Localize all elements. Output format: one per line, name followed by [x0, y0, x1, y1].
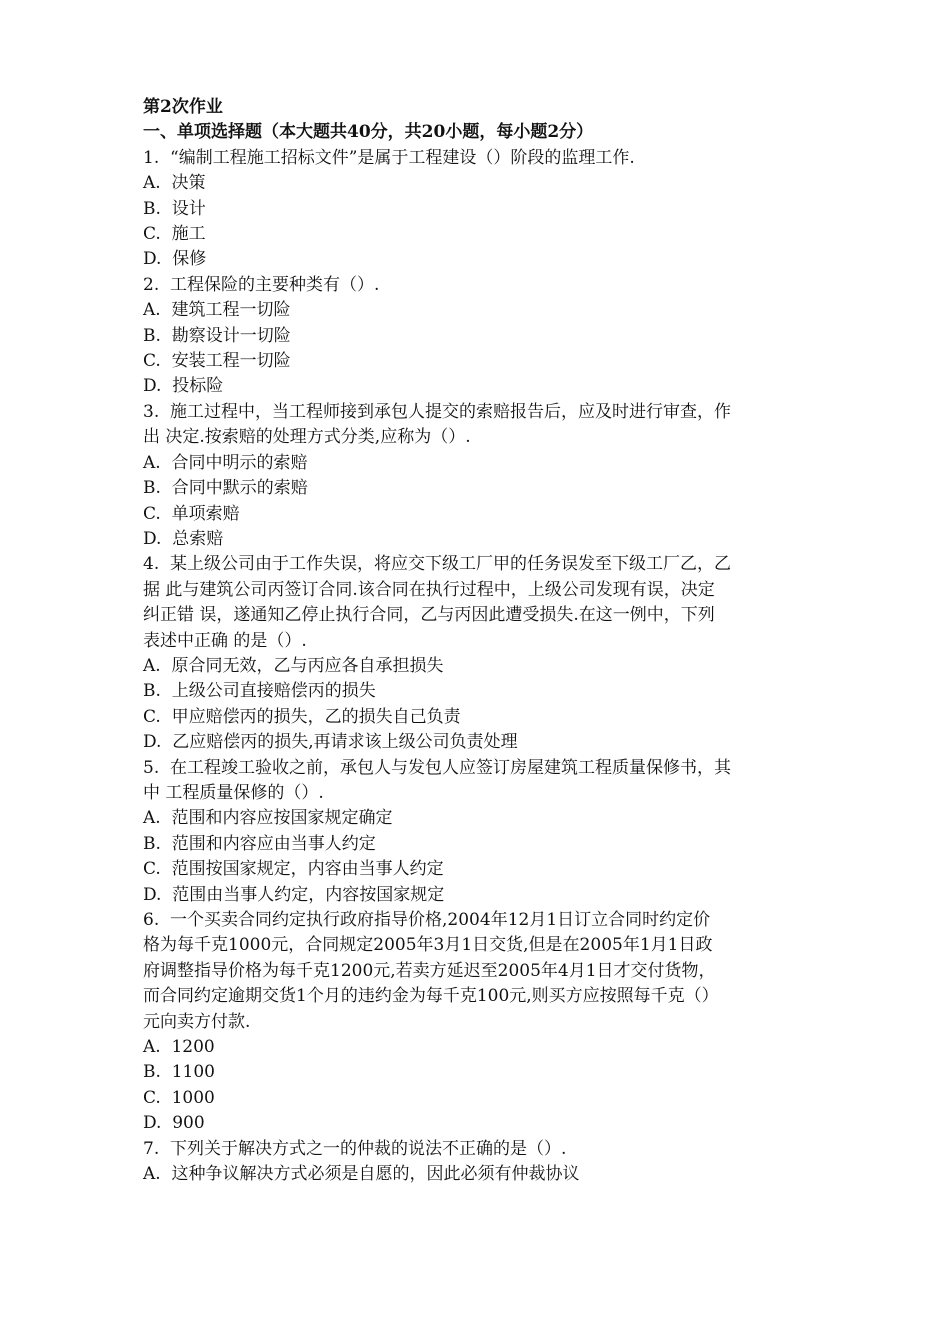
option-d: D. 范围由当事人约定，内容按国家规定 [143, 884, 445, 905]
option-d: D. 乙应赔偿丙的损失,再请求该上级公司负责处理 [143, 732, 518, 753]
option-d: D. 总索赔 [143, 528, 224, 549]
option-a: A. 范围和内容应按国家规定确定 [143, 808, 393, 829]
option-b: B. 上级公司直接赔偿丙的损失 [143, 681, 376, 702]
question-stem-line: 格为每千克1000元，合同规定2005年3月1日交货,但是在2005年1月1日政 [143, 935, 713, 956]
option-c: C. 范围按国家规定，内容由当事人约定 [143, 859, 444, 880]
question-stem: 7. 下列关于解决方式之一的仲裁的说法不正确的是（）. [143, 1138, 567, 1159]
question-stem-line: 纠正错 误，遂通知乙停止执行合同，乙与丙因此遭受损失.在这一例中，下列 [143, 605, 715, 626]
question-stem: 1. “编制工程施工招标文件”是属于工程建设（）阶段的监理工作. [143, 147, 635, 168]
option-c: C. 施工 [143, 224, 206, 245]
option-a: A. 建筑工程一切险 [143, 300, 291, 321]
option-d: D. 900 [143, 1113, 205, 1134]
option-c: C. 1000 [143, 1087, 215, 1108]
question-stem-line: 元向卖方付款. [143, 1011, 251, 1032]
option-a: A. 合同中明示的索赔 [143, 452, 308, 473]
question-stem-line: 中 工程质量保修的（）. [143, 782, 324, 803]
option-b: B. 范围和内容应由当事人约定 [143, 833, 376, 854]
option-d: D. 投标险 [143, 376, 224, 397]
section-heading: 一、单项选择题（本大题共40分，共20小题，每小题2分） [143, 122, 594, 143]
option-b: B. 合同中默示的索赔 [143, 478, 308, 499]
question-stem-line: 出 决定.按索赔的处理方式分类,应称为（）. [143, 427, 471, 448]
option-a: A. 决策 [143, 173, 206, 194]
document-content [143, 95, 808, 1187]
question-stem-line: 3. 施工过程中，当工程师接到承包人提交的索赔报告后，应及时进行审查，作 [143, 401, 732, 422]
question-4 [143, 552, 808, 755]
option-b: B. 勘察设计一切险 [143, 325, 291, 346]
question-stem-line: 6. 一个买卖合同约定执行政府指导价格,2004年12月1日订立合同时约定价 [143, 910, 711, 930]
option-b: B. 设计 [143, 198, 206, 219]
question-stem: 2. 工程保险的主要种类有（）. [143, 274, 380, 295]
question-1 [143, 146, 808, 273]
question-3 [143, 400, 808, 552]
question-stem-line: 而合同约定逾期交货1个月的违约金为每千克100元,则买方应按照每千克（） [143, 986, 719, 1007]
question-stem-line: 4. 某上级公司由于工作失误，将应交下级工厂甲的任务误发至下级工厂乙，乙 [143, 554, 732, 575]
option-a: A. 1200 [143, 1037, 215, 1058]
question-stem-line: 据 此与建筑公司丙签订合同.该合同在执行过程中，上级公司发现有误，决定 [143, 579, 715, 600]
question-stem-line: 府调整指导价格为每千克1200元,若卖方延迟至2005年4月1日才交付货物， [143, 960, 716, 981]
option-c: C. 单项索赔 [143, 503, 240, 524]
question-stem-line: 5. 在工程竣工验收之前，承包人与发包人应签订房屋建筑工程质量保修书，其 [143, 757, 732, 778]
question-stem-line: 表述中正确 的是（）. [143, 630, 307, 651]
option-b: B. 1100 [143, 1062, 215, 1083]
question-6 [143, 908, 808, 1137]
option-a: A. 原合同无效，乙与丙应各自承担损失 [143, 655, 444, 676]
question-5 [143, 756, 808, 908]
option-c: C. 安装工程一切险 [143, 351, 291, 372]
question-2 [143, 273, 808, 400]
option-c: C. 甲应赔偿丙的损失，乙的损失自己负责 [143, 706, 461, 727]
question-7 [143, 1137, 808, 1188]
option-d: D. 保修 [143, 249, 207, 270]
option-a: A. 这种争议解决方式必须是自愿的，因此必须有仲裁协议 [143, 1164, 580, 1185]
document-title: 第2次作业 [143, 97, 223, 117]
